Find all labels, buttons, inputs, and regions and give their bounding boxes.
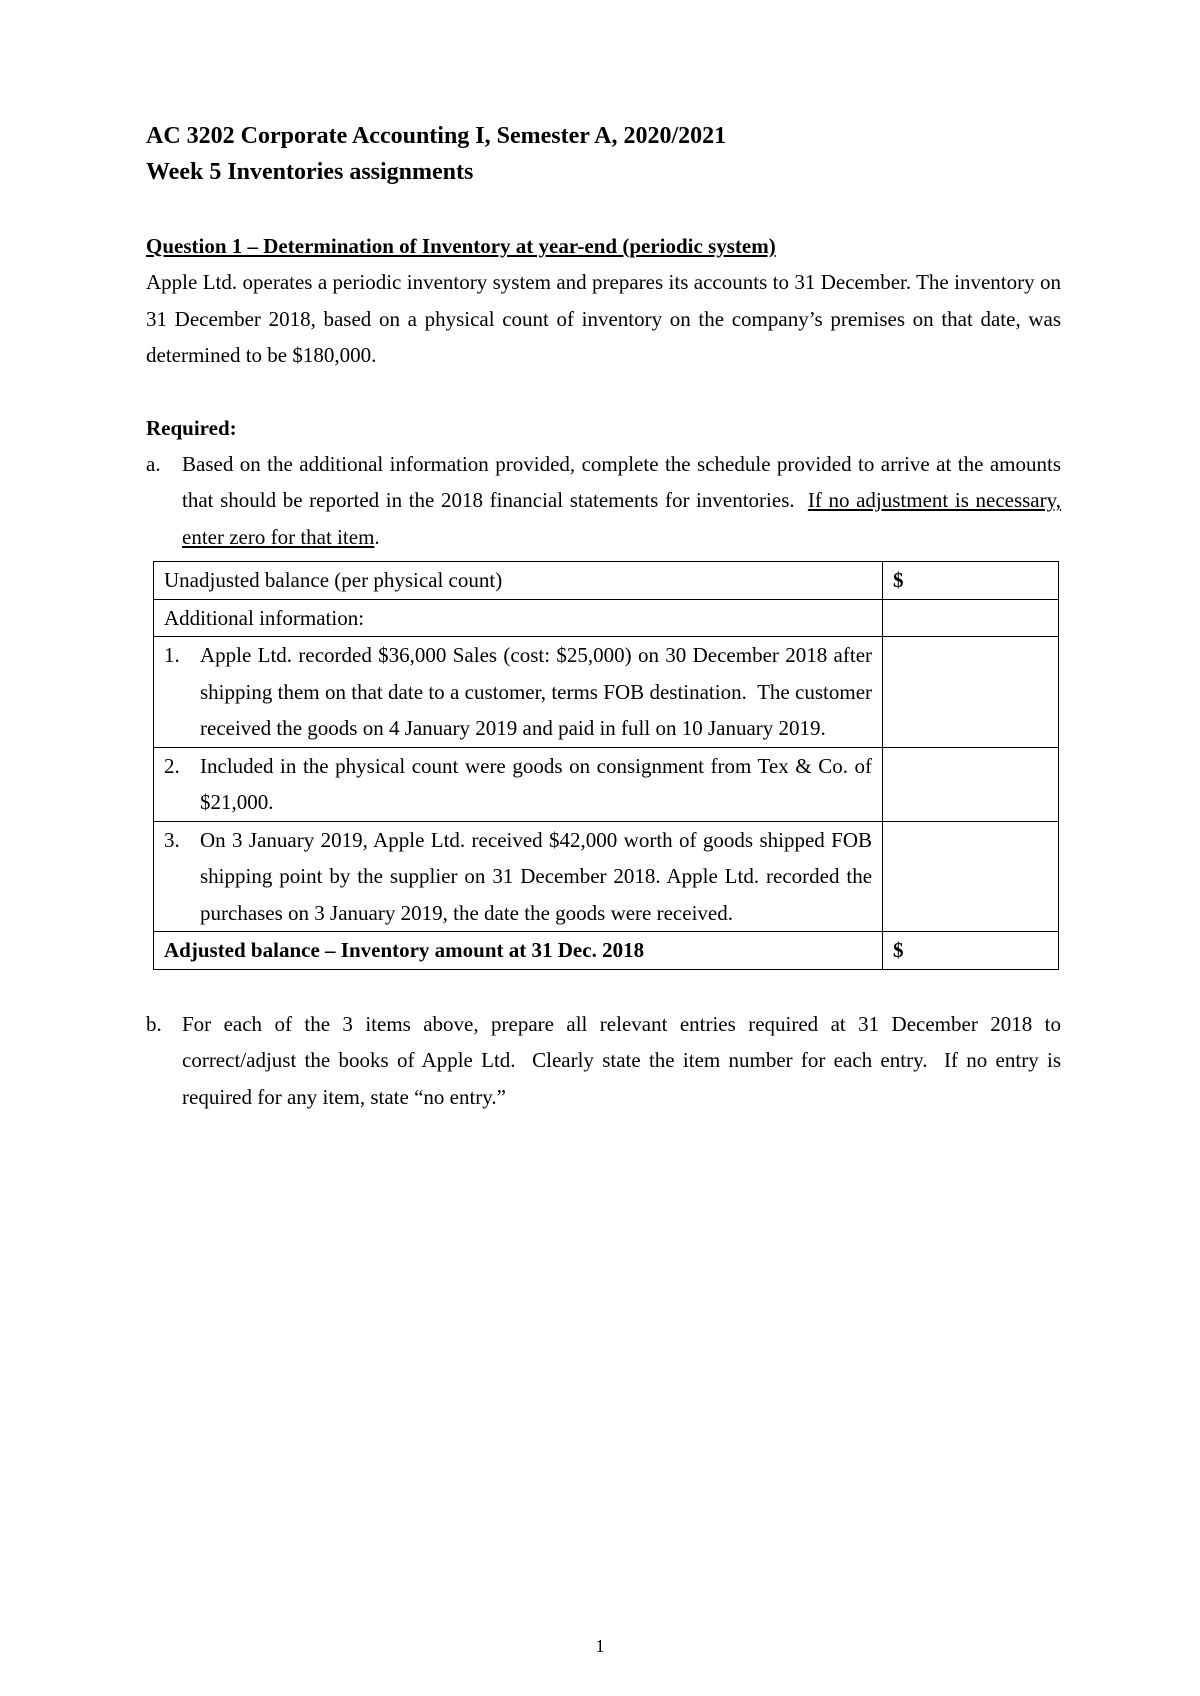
table-row bbox=[154, 637, 1059, 748]
part-b bbox=[146, 1006, 1061, 1116]
unadjusted-balance-amount: $ bbox=[883, 562, 1059, 600]
schedule-item-1 bbox=[154, 637, 883, 748]
additional-info-label: Additional information: bbox=[154, 599, 883, 637]
schedule-item-2-amount bbox=[883, 747, 1059, 821]
schedule-item-text: Included in the physical count were goods on consignment from Tex & Co. of $21,000. bbox=[200, 753, 873, 814]
schedule-item-text: On 3 January 2019, Apple Ltd. received $42,000 worth of goods shipped FOB shipping point by the supplier on 31 December 2018. Apple Ltd. recorded the purchases on 3 January 2019, the date the goods were received. bbox=[200, 827, 873, 925]
part-a-text: Based on the additional information provided, complete the schedule provided to arrive at the amounts that should be reported in the 2018 financial statements for inventories. bbox=[182, 451, 1061, 512]
table-row bbox=[154, 562, 1059, 600]
part-a-marker: a. bbox=[146, 451, 161, 476]
adjusted-balance-amount: $ bbox=[883, 932, 1059, 970]
part-b-text: For each of the 3 items above, prepare all relevant entries required at 31 December 2018 to correct/adjust the books of Apple Ltd. Clearly state the item number for each entry. If no entry is required for any item, state “no entry.” bbox=[182, 1011, 1061, 1109]
inventory-schedule-table bbox=[153, 561, 1059, 970]
document-title: AC 3202 Corporate Accounting I, Semester A, 2020/2021 bbox=[146, 123, 727, 149]
part-b-marker: b. bbox=[146, 1011, 162, 1036]
schedule-item-number: 3. bbox=[164, 827, 180, 852]
adjusted-balance-label: Adjusted balance – Inventory amount at 31 Dec. 2018 bbox=[154, 932, 883, 970]
schedule-item-number: 2. bbox=[164, 753, 180, 778]
table-row bbox=[154, 821, 1059, 932]
part-a bbox=[146, 446, 1061, 556]
schedule-item-2 bbox=[154, 747, 883, 821]
required-label: Required: bbox=[146, 415, 237, 440]
question-1-heading: Question 1 – Determination of Inventory at year-end (periodic system) bbox=[146, 234, 776, 258]
schedule-item-number: 1. bbox=[164, 643, 180, 667]
table-row bbox=[154, 932, 1059, 970]
schedule-item-3-amount bbox=[883, 821, 1059, 932]
schedule-item-3 bbox=[154, 821, 883, 932]
question-1-intro: Apple Ltd. operates a periodic inventory system and prepares its accounts to 31 December. The inventory on 31 December 2018, based on a physical count of inventory on the company’s premises on that date, was determined to be $180,000. bbox=[146, 270, 1061, 367]
additional-info-amount bbox=[883, 599, 1059, 637]
part-a-underlined-note: If no adjustment is necessary, enter zero for that item bbox=[182, 488, 1062, 549]
unadjusted-balance-label: Unadjusted balance (per physical count) bbox=[154, 562, 883, 600]
part-a-end: . bbox=[374, 524, 380, 549]
table-row bbox=[154, 599, 1059, 637]
table-row bbox=[154, 747, 1059, 821]
document-content bbox=[146, 118, 1061, 1115]
schedule-item-1-amount bbox=[883, 637, 1059, 748]
page-number: 1 bbox=[595, 1636, 605, 1656]
schedule-item-text: Apple Ltd. recorded $36,000 Sales (cost: $25,000) on 30 December 2018 after shipping them on that date to a customer, terms FOB destination. The customer received the goods on 4 January 2019 and paid in full on 10 January 2019. bbox=[200, 643, 873, 740]
document-subtitle: Week 5 Inventories assignments bbox=[146, 159, 474, 185]
